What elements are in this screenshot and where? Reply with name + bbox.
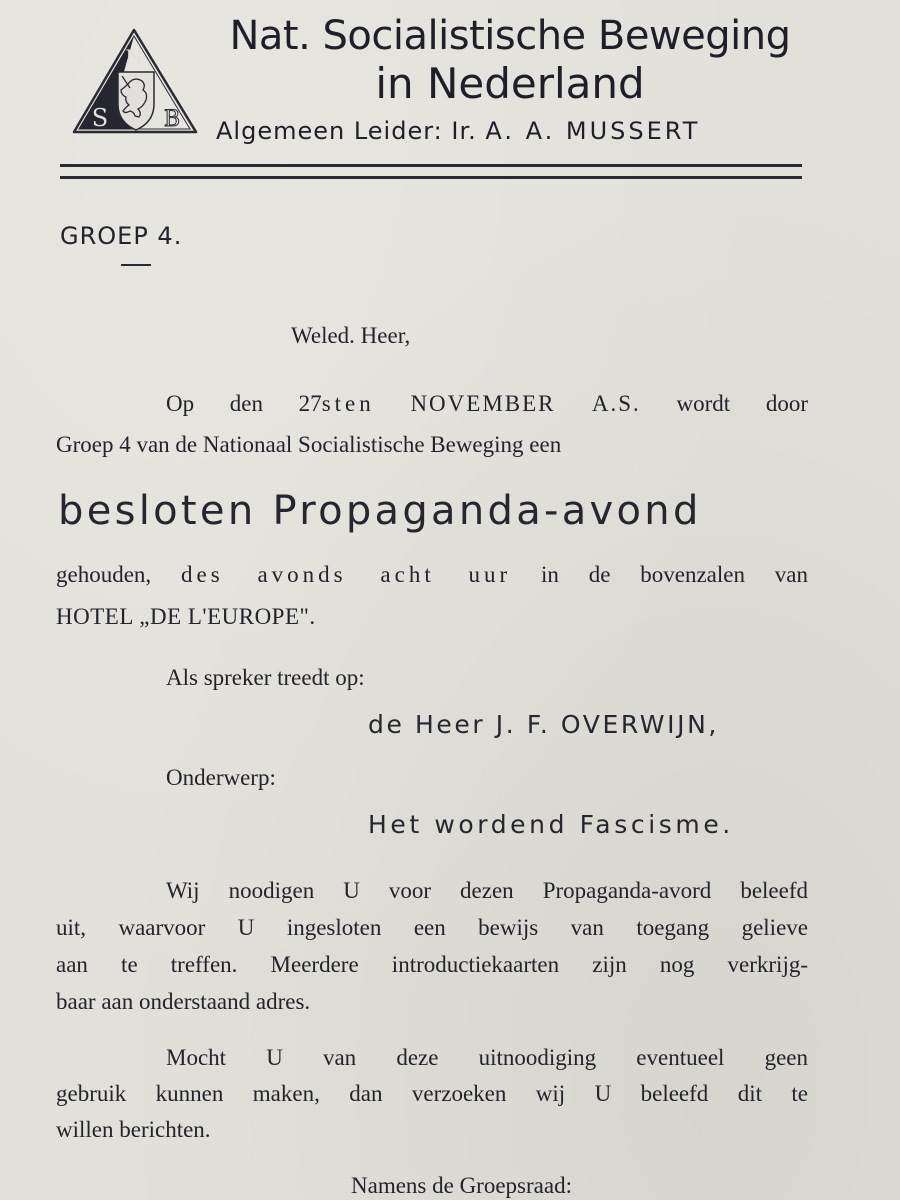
svg-text:B: B (163, 107, 181, 132)
paragraph-3-line-4: baar aan onderstaand adres. (56, 989, 311, 1014)
paragraph-1-line-2: Groep 4 van de Nationaal Socialistische Beweging een (56, 432, 562, 457)
paragraph-1-line-1: Op den 27sten NOVEMBER A.S. wordt door (166, 391, 808, 416)
organization-title-line1: Nat. Socialistische Beweging (229, 13, 791, 59)
salutation: Weled. Heer, (291, 323, 411, 348)
paragraph-2-line-1: gehouden, des avonds acht uur in de bovenzalen van (56, 562, 808, 587)
subject-title: Het wordend Fascisme. (368, 810, 734, 839)
speaker-label: Als spreker treedt op: (166, 665, 365, 690)
organization-title-line2: in Nederland (375, 59, 645, 108)
nsb-triangle-emblem-icon (70, 26, 200, 138)
speaker-name: de Heer J. F. OVERWIJN, (368, 710, 719, 739)
event-headline: besloten Propaganda-avond (58, 488, 702, 534)
header-rule-bottom (60, 176, 802, 179)
paragraph-3-line-3: aan te treffen. Meerdere introductiekaarten zijn nog verkrijg- (56, 952, 808, 977)
venue: HOTEL „DE L'EUROPE". (56, 604, 316, 629)
leader-line (216, 116, 806, 146)
header-rule-top (60, 164, 802, 167)
paragraph-4-line-3: willen berichten. (56, 1117, 211, 1142)
svg-text:N: N (125, 45, 143, 69)
paragraph-4-line-1: Mocht U van deze uitnoodiging eventueel geen (166, 1045, 808, 1070)
svg-text:S: S (91, 104, 109, 132)
organization-title (200, 12, 820, 108)
date-month: NOVEMBER A.S. (410, 391, 641, 416)
leader-label: Algemeen Leider: Ir. (216, 117, 477, 145)
paragraph-4-line-2: gebruik kunnen maken, dan verzoeken wij U beleefd dit te (56, 1081, 808, 1106)
paragraph-3-line-2: uit, waarvoor U ingesloten een bewijs van toegang gelieve (56, 915, 808, 940)
leader-name: A. A. MUSSERT (485, 117, 701, 145)
subject-label: Onderwerp: (166, 765, 276, 790)
group-divider (121, 264, 151, 266)
paragraph-3-line-1: Wij noodigen U voor dezen Propaganda-avord beleefd (166, 878, 808, 903)
closing: Namens de Groepsraad: (351, 1173, 572, 1198)
group-heading: GROEP 4. (60, 222, 183, 250)
